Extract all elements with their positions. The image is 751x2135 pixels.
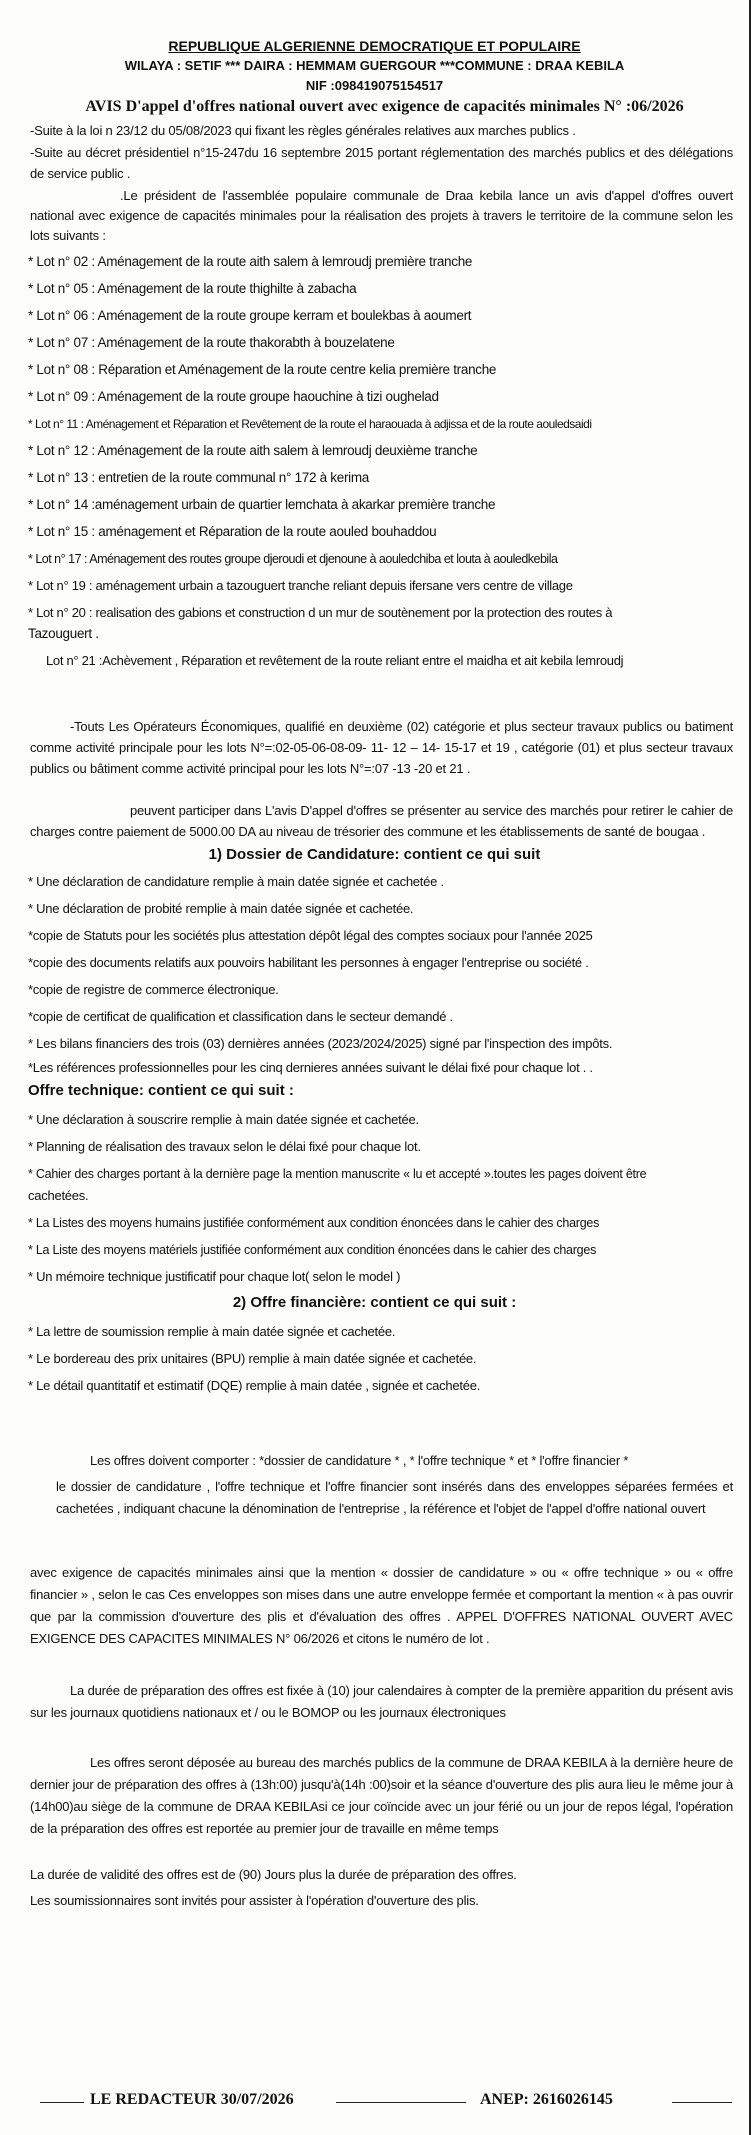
closing-offers-content: Les offres doivent comporter : *dossier de candidature * , * l'offre technique * et * l'offre financier * — [90, 1453, 629, 1468]
list-item: * Planning de réalisation des travaux selon le délai fixé pour chaque lot. — [28, 1139, 421, 1154]
lot-item: * Lot n° 05 : Aménagement de la route thighilte à zabacha — [28, 281, 357, 296]
lot-item: * Lot n° 11 : Aménagement et Réparation et Revêtement de la route el haraouada à adjissa et de la route aouledsaidi — [28, 417, 592, 431]
lot-item: * Lot n° 06 : Aménagement de la route groupe kerram et boulekbas à aoumert — [28, 308, 472, 323]
list-item: *copie de registre de commerce électronique. — [28, 982, 279, 997]
lot-item: * Lot n° 19 : aménagement urbain a tazouguert tranche reliant depuis ifersane vers centre de village — [28, 578, 573, 593]
list-item: * Une déclaration de candidature remplie à main datée signée et cachetée . — [28, 874, 444, 889]
list-item: *copie de Statuts pour les sociétés plus attestation dépôt légal des comptes sociaux pour l'année 2025 — [28, 928, 593, 943]
footer-anep: ANEP: 2616026145 — [480, 2091, 613, 2108]
list-item: *copie des documents relatifs aux pouvoirs habilitant les personnes à engager l'entreprise ou société . — [28, 955, 589, 970]
notice-title: AVIS D'appel d'offres national ouvert avec exigence de capacités minimales N° :06/2026 — [85, 98, 684, 115]
header-wilaya: WILAYA : SETIF *** DAIRA : HEMMAM GUERGOUR ***COMMUNE : DRAA KEBILA — [124, 58, 625, 73]
lot-item: * Lot n° 14 :aménagement urbain de quartier lemchata à akarkar première tranche — [28, 497, 496, 512]
section-dossier-title: 1) Dossier de Candidature: contient ce qui suit — [208, 846, 541, 863]
closing-deposit: Les offres seront déposée au bureau des marchés publics de la commune de DRAA KEBILA à la dernière heure de dernier jour de préparation des offres à (13h:00) jusqu'à(14h :00)soir et la séance d'ouverture des plis aura lieu le même jour à (14h00)au siège de la commune de DRAA KEBILAsi ce jour coïncide avec un jour férié ou un jour de repos légal, l'opération de la préparation des offres est reportée au premier jour de travaille en même temps — [30, 1755, 733, 1836]
intro-law: -Suite à la loi n 23/12 du 05/08/2023 qui fixant les règles générales relatives aux marches publics . — [30, 123, 576, 138]
lot-item: * Lot n° 17 : Aménagement des routes groupe djeroudi et djenoune à aouledchiba et louta à aouledkebila — [28, 552, 558, 566]
list-item: *copie de certificat de qualification et classification dans le secteur demandé . — [28, 1009, 453, 1024]
section-offre-financiere-title: 2) Offre financière: contient ce qui suit : — [232, 1294, 517, 1311]
lot-item: * Lot n° 02 : Aménagement de la route aith salem à lemroudj première tranche — [28, 254, 473, 269]
list-item: * Le détail quantitatif et estimatif (DQE) remplie à main datée , signée et cachetée. — [28, 1378, 481, 1393]
footer-rule — [336, 2102, 466, 2103]
closing-invitation: Les soumissionnaires sont invités pour assister à l'opération d'ouverture des plis. — [30, 1893, 479, 1908]
list-item: *Les références professionnelles pour les cinq dernieres années suivant le délai fixé pour chaque lot . . — [28, 1060, 593, 1075]
list-item: * Cahier des charges portant à la dernière page la mention manuscrite « lu et accepté ».toutes les pages doivent être — [28, 1167, 647, 1181]
list-item: * La lettre de soumission remplie à main datée signée et cachetée. — [28, 1324, 396, 1339]
list-item: * Un mémoire technique justificatif pour chaque lot( selon le model ) — [28, 1269, 401, 1284]
intro-president: .Le président de l'assemblée populaire communale de Draa kebila lance un avis d'appel d'offres ouvert national avec exigence de capacités minimales pour la réalisation des projets à travers le territoire de la commune selon les lots suivants : — [30, 188, 733, 243]
list-item: * Les bilans financiers des trois (03) dernières années (2023/2024/2025) signé par l'inspection des impôts. — [28, 1036, 613, 1051]
lot-item: Tazouguert . — [28, 626, 99, 641]
lot-item: * Lot n° 09 : Aménagement de la route groupe haouchine à tizi oughelad — [28, 389, 439, 404]
closing-duration: La durée de préparation des offres est fixée à (10) jour calendaires à compter de la première apparition du présent avis sur les journaux quotidiens nationaux et / ou le BOMOP ou les journaux électroniques — [30, 1683, 733, 1720]
footer-rule — [40, 2102, 84, 2103]
header-nif: NIF :098419075154517 — [305, 78, 444, 93]
closing-validity: La durée de validité des offres est de (90) Jours plus la durée de préparation des offres. — [30, 1867, 517, 1882]
closing-envelopes: le dossier de candidature , l'offre technique et l'offre financier sont insérés dans des enveloppes séparées fermées et cachetées , indiquant chacune la dénomination de l'entreprise , la référence et l'objet de l'appel d'offre national ouvert — [56, 1479, 733, 1516]
lot-item: * Lot n° 07 : Aménagement de la route thakorabth à bouzelatene — [28, 335, 395, 350]
eligibility-operators: -Touts Les Opérateurs Économiques, qualifié en deuxième (02) catégorie et plus secteur travaux publics ou batiment comme activité principale pour les lots N°=:02-05-06-08-09- 11- 12 – 14- 15-17 et 19 , catégorie (01) et plus secteur travaux publics ou bâtiment comme activité principal pour les lots N°=:07 -13 -20 et 21 . — [30, 719, 733, 776]
list-item: * Une déclaration à souscrire remplie à main datée signée et cachetée. — [28, 1112, 419, 1127]
lot-item: * Lot n° 20 : realisation des gabions et construction d un mur de soutènement por la protection des routes à — [28, 605, 613, 620]
list-item: * La Liste des moyens matériels justifiée conformément aux condition énoncées dans le cahier des charges — [28, 1243, 597, 1257]
footer-rule — [672, 2102, 732, 2103]
footer-redacteur: LE REDACTEUR 30/07/2026 — [90, 2091, 294, 2108]
closing-mention: avec exigence de capacités minimales ainsi que la mention « dossier de candidature » ou « offre technique » ou « offre financier » , selon le cas Ces enveloppes son mises dans une autre enveloppe fermée et comportant la mention « à pas ouvrir que par la commission d'ouverture des plis et d'évaluation des offres . APPEL D'OFFRES NATIONAL OUVERT AVEC EXIGENCE DES CAPACITES MINIMALES N° 06/2026 et citons le numéro de lot . — [30, 1565, 733, 1646]
lot-item: Lot n° 21 :Achèvement , Réparation et revêtement de la route reliant entre el maidha et ait kebila lemroudj — [46, 653, 624, 668]
list-item: * Le bordereau des prix unitaires (BPU) remplie à main datée signée et cachetée. — [28, 1351, 477, 1366]
intro-decree: -Suite au décret présidentiel n°15-247du 16 septembre 2015 portant réglementation des marchés publics et des délégations de service public . — [30, 145, 733, 181]
list-item: * Une déclaration de probité remplie à main datée signée et cachetée. — [28, 901, 414, 916]
eligibility-participation: peuvent participer dans L'avis D'appel d'offres se présenter au service des marchés pour retirer le cahier de charges contre paiement de 5000.00 DA au niveau de trésorier des commune et les établissements de santé de bougaa . — [30, 803, 733, 839]
offre-technique-title: Offre technique: contient ce qui suit : — [28, 1082, 294, 1099]
list-item: * La Listes des moyens humains justifiée conformément aux condition énoncées dans le cahier des charges — [28, 1216, 600, 1230]
header-republic: REPUBLIQUE ALGERIENNE DEMOCRATIQUE ET POPULAIRE — [168, 38, 581, 54]
lot-item: * Lot n° 13 : entretien de la route communal n° 172 à kerima — [28, 470, 370, 485]
lot-item: * Lot n° 12 : Aménagement de la route aith salem à lemroudj deuxième tranche — [28, 443, 478, 458]
list-item: cachetées. — [28, 1188, 89, 1203]
lot-item: * Lot n° 08 : Réparation et Aménagement de la route centre kelia première tranche — [28, 362, 497, 377]
lot-item: * Lot n° 15 : aménagement et Réparation de la route aouled bouhaddou — [28, 524, 437, 539]
